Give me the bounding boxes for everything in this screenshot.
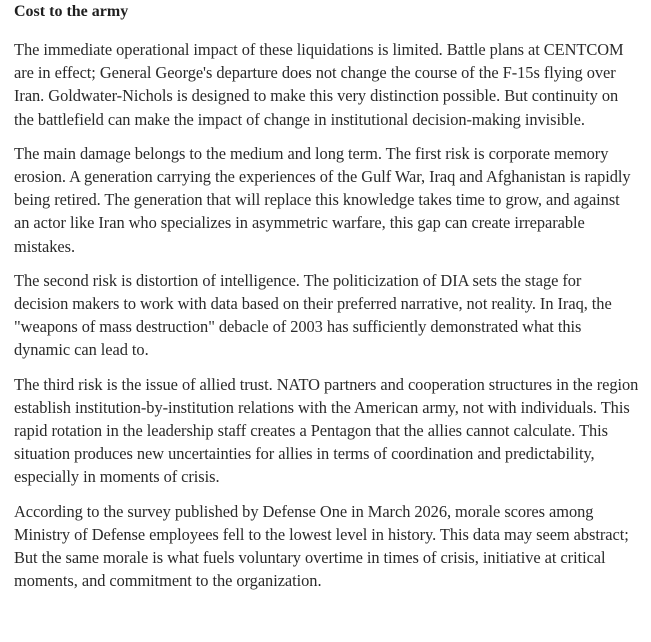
paragraph-medium-long-term: The main damage belongs to the medium and long term. The first risk is corporate memory erosion. A generation carrying the experiences of the Gulf War, Iraq and Afghanistan is rapidly being retired. The generation that will replace this knowledge takes time to grow, and against an actor like Iran who specializes in asymmetric warfare, this gap can create irreparable mistakes. xyxy=(14,143,631,256)
paragraph-intelligence-distortion: The second risk is distortion of intelligence. The politicization of DIA sets the stage for decision makers to work with data based on their preferred narrative, not reality. In Iraq, the "weapons of mass destruction" debacle of 2003 has sufficiently demonstrated what this dynamic can lead to. xyxy=(14,270,612,360)
paragraph-operational-impact: The immediate operational impact of these liquidations is limited. Battle plans at CENTCOM are in effect; General George's departure does not change the course of the F-15s flying over Iran. Goldwater-Nichols is designed to make this very distinction possible. But continuity on the battlefield can make the impact of change in institutional decision-making invisible. xyxy=(14,40,624,129)
section-title: Cost to the army xyxy=(14,3,129,20)
paragraph-morale-survey: According to the survey published by Defense One in March 2026, morale scores among Ministry of Defense employees fell to the lowest level in history. This data may seem abstract; But the same morale is what fuels voluntary overtime in times of crisis, initiative at critical moments, and commitment to the organization. xyxy=(14,501,629,591)
paragraph-allied-trust: The third risk is the issue of allied trust. NATO partners and cooperation structures in the region establish institution-by-institution relations with the American army, not with individuals. This rapid rotation in the leadership staff creates a Pentagon that the allies cannot calculate. This situation produces new uncertainties for allies in terms of coordination and predictability, especially in moments of crisis. xyxy=(14,374,639,487)
